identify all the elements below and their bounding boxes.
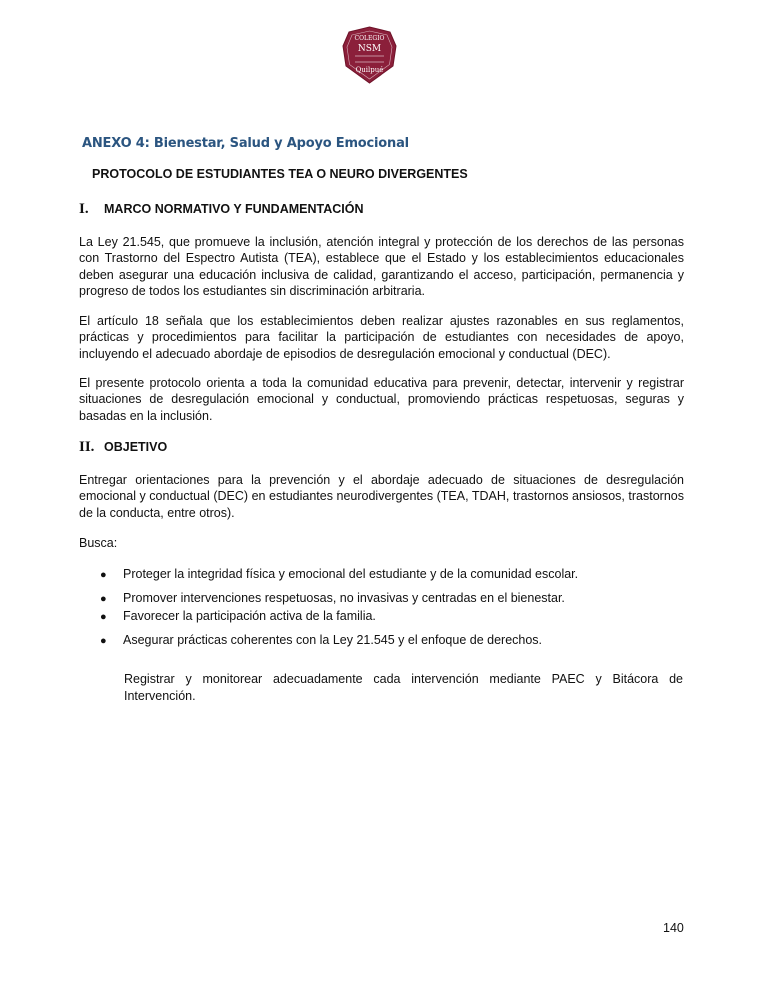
section2-paragraph: Entregar orientaciones para la prevención y el abordaje adecuado de situaciones de desregulación emocional y conductual (DEC) en estudiantes neurodivergentes (TEA, TDAH, trastornos ansiosos, trastornos de la conducta, entre otros). xyxy=(79,473,684,520)
section1-paragraph-2: El artículo 18 señala que los establecimientos deben realizar ajustes razonables en sus reglamentos, prácticas y procedimientos para facilitar la participación de estudiantes con necesidades de apoyo, incluyendo el adecuado abordaje de episodios de desregulación emocional y conductual (DEC). xyxy=(79,314,684,361)
page-number: 140 xyxy=(663,921,684,935)
bullet-icon: ● xyxy=(100,611,107,623)
section1-numeral: I. xyxy=(79,201,89,217)
logo-line3: Quilpué xyxy=(355,66,384,74)
bullet-icon: ● xyxy=(100,593,107,605)
protocol-title: PROTOCOLO DE ESTUDIANTES TEA O NEURO DIVERGENTES xyxy=(92,167,468,181)
section2-heading xyxy=(79,439,167,456)
list-item xyxy=(100,591,565,605)
list-item-text: Proteger la integridad física y emocional del estudiante y de la comunidad escolar. xyxy=(123,567,579,581)
section1-paragraph-3: El presente protocolo orienta a toda la comunidad educativa para prevenir, detectar, intervenir y registrar situaciones de desregulación emocional y conductual, promoviendo prácticas respetuosas, seguras y basadas en la inclusión. xyxy=(79,376,684,423)
section1-heading xyxy=(79,201,364,218)
list-item-text: Favorecer la participación activa de la familia. xyxy=(123,609,376,623)
list-item-text: Promover intervenciones respetuosas, no invasivas y centradas en el bienestar. xyxy=(123,591,565,605)
school-logo xyxy=(341,26,398,84)
list-item xyxy=(100,609,376,623)
logo-line2: NSM xyxy=(357,44,382,54)
shield-crest-icon xyxy=(341,26,398,84)
section2-title: OBJETIVO xyxy=(104,440,168,454)
section1-paragraph-1: La Ley 21.545, que promueve la inclusión, atención integral y protección de los derechos de las personas con Trastorno del Espectro Autista (TEA), establece que el Estado y los establecimientos educacionales deben asegurar una educación inclusiva de calidad, garantizando el acceso, participación, permanencia y progreso de todos los estudiantes sin discriminación arbitraria. xyxy=(79,235,684,298)
section2-numeral: II. xyxy=(79,439,95,455)
extra-item-paragraph: Registrar y monitorear adecuadamente cada intervención mediante PAEC y Bitácora de Intervención. xyxy=(124,672,683,703)
section1-title: MARCO NORMATIVO Y FUNDAMENTACIÓN xyxy=(104,202,364,216)
busca-label: Busca: xyxy=(79,536,118,550)
list-item-text: Asegurar prácticas coherentes con la Ley 21.545 y el enfoque de derechos. xyxy=(123,633,543,647)
logo-line1: COLEGIO xyxy=(354,35,385,42)
list-item xyxy=(100,567,578,581)
bullet-icon: ● xyxy=(100,635,107,647)
bullet-icon: ● xyxy=(100,569,107,581)
list-item xyxy=(100,633,542,647)
annex-title: ANEXO 4: Bienestar, Salud y Apoyo Emocional xyxy=(82,136,409,151)
